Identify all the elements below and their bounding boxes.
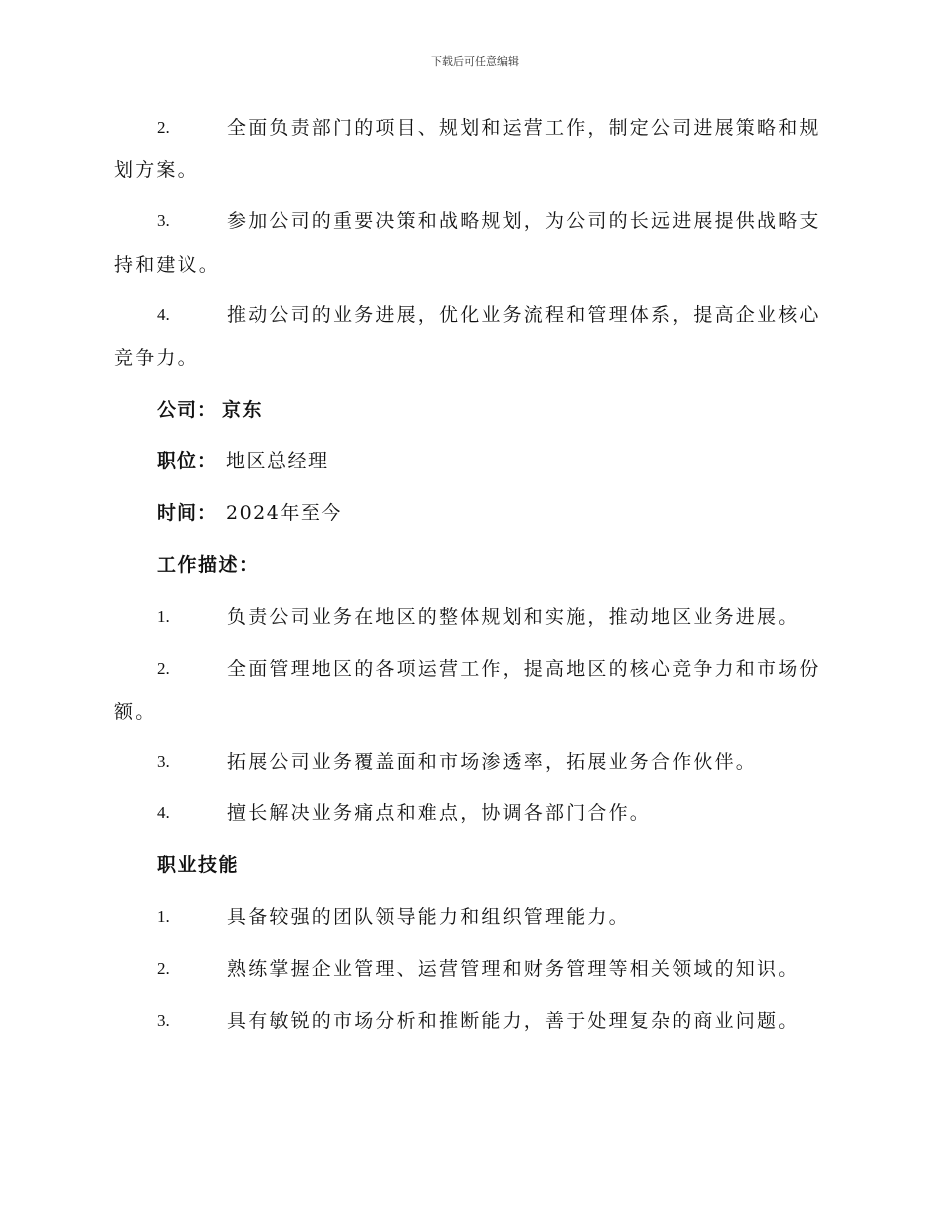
list-item-text: 具有敏锐的市场分析和推断能力，善于处理复杂的商业问题。 xyxy=(227,1010,800,1032)
list-item-text: 推动公司的业务进展，优化业务流程和管理体系，提高企业核心 xyxy=(227,304,821,326)
list-number: 3. xyxy=(157,1011,170,1030)
time-value: 2024年至今 xyxy=(226,502,342,524)
position-label: 职位： xyxy=(157,450,218,472)
list-number: 3. xyxy=(157,211,170,230)
list-number: 4. xyxy=(157,305,170,324)
list-item-continuation: 持和建议。 xyxy=(114,254,221,276)
list-item-text: 擅长解决业务痛点和难点，协调各部门合作。 xyxy=(227,802,652,824)
list-number: 1. xyxy=(157,607,170,626)
list-number: 3. xyxy=(157,752,170,771)
list-item-text: 全面管理地区的各项运营工作，提高地区的核心竞争力和市场份 xyxy=(227,658,821,680)
work-description-heading: 工作描述： xyxy=(157,554,260,576)
list-item-text: 参加公司的重要决策和战略规划，为公司的长远进展提供战略支 xyxy=(227,210,821,232)
company-label: 公司： xyxy=(157,399,218,421)
list-item-text: 负责公司业务在地区的整体规划和实施，推动地区业务进展。 xyxy=(227,606,800,628)
list-item-continuation: 竞争力。 xyxy=(114,347,199,369)
position-value: 地区总经理 xyxy=(226,450,329,472)
time-label: 时间： xyxy=(157,502,218,524)
list-item-text: 全面负责部门的项目、规划和运营工作，制定公司进展策略和规 xyxy=(227,117,821,139)
list-item-text: 具备较强的团队领导能力和组织管理能力。 xyxy=(227,906,630,928)
list-item-text: 熟练掌握企业管理、运营管理和财务管理等相关领域的知识。 xyxy=(227,958,800,980)
list-number: 4. xyxy=(157,803,170,822)
list-item-continuation: 额。 xyxy=(114,701,157,723)
list-item-continuation: 划方案。 xyxy=(114,159,199,181)
list-number: 2. xyxy=(157,659,170,678)
page-header: 下载后可任意编辑 xyxy=(431,55,519,68)
list-number: 2. xyxy=(157,118,170,137)
list-item-text: 拓展公司业务覆盖面和市场渗透率，拓展业务合作伙伴。 xyxy=(227,751,758,773)
skills-heading: 职业技能 xyxy=(157,854,240,876)
company-value: 京东 xyxy=(222,399,264,421)
list-number: 2. xyxy=(157,959,170,978)
list-number: 1. xyxy=(157,907,170,926)
